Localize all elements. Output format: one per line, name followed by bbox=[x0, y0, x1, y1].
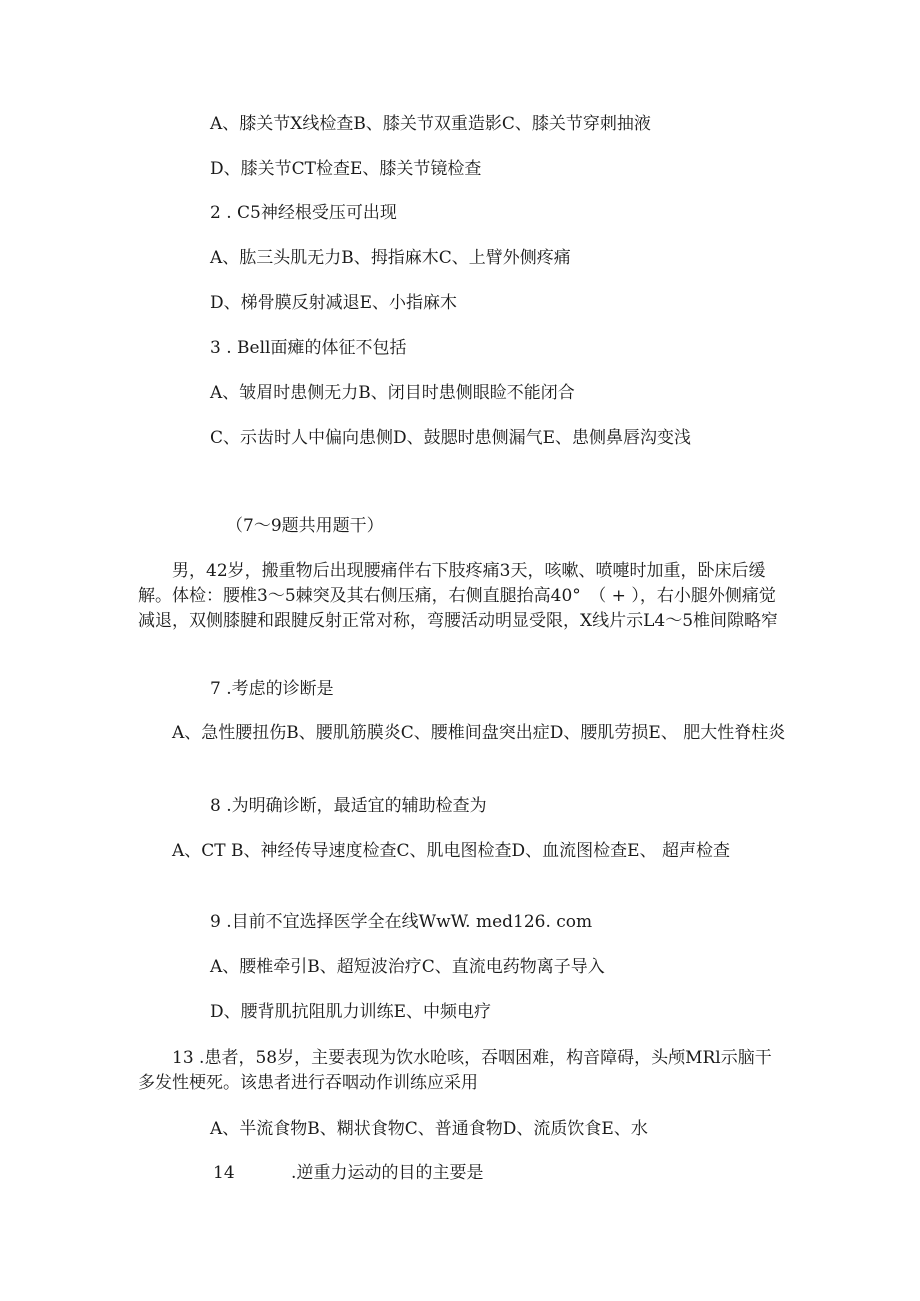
q14-stem: 14 .逆重力运动的目的主要是 bbox=[213, 1163, 484, 1183]
q9-options-line-2: D、腰背肌抗阻肌力训练E、中频电疗 bbox=[210, 1002, 492, 1022]
q2-options-line-2: D、梯骨膜反射减退E、小指麻木 bbox=[210, 293, 458, 313]
q9-stem: 9 .目前不宜选择医学全在线WwW. med126. com bbox=[210, 912, 593, 932]
q7-options: A、急性腰扭伤B、腰肌筋膜炎C、腰椎间盘突出症D、腰肌劳损E、 肥大性脊柱炎 bbox=[172, 723, 786, 743]
case-description-paragraph: 男，42岁，搬重物后出现腰痛伴右下肢疼痛3天，咳嗽、喷嚏时加重，卧床后缓解。体检：腰椎3～5棘突及其右侧压痛，右侧直腿抬高40° （ + ），右小腿外侧痛觉减退，双侧膝腱和跟腱反射正常对称，弯腰活动明显受限，X线片示L4～5椎间隙略窄 bbox=[138, 561, 779, 631]
q7-stem: 7 .考虑的诊断是 bbox=[210, 679, 334, 699]
q8-stem: 8 .为明确诊断，最适宜的辅助检查为 bbox=[210, 796, 487, 816]
q1-options-line-2: D、膝关节CT检查E、膝关节镜检查 bbox=[210, 159, 482, 179]
q3-stem: 3 . Bell面瘫的体征不包括 bbox=[210, 338, 407, 358]
q2-options-line-1: A、肱三头肌无力B、拇指麻木C、上臂外侧疼痛 bbox=[210, 248, 571, 268]
q13-options: A、半流食物B、糊状食物C、普通食物D、流质饮食E、水 bbox=[210, 1119, 648, 1139]
q13-stem: 13 .患者，58岁，主要表现为饮水呛咳，吞咽困难，构音障碍，头颅MRl示脑干多发性梗死。该患者进行吞咽动作训练应采用 bbox=[138, 1048, 772, 1093]
q3-options-line-2: C、示齿时人中偏向患侧D、鼓腮时患侧漏气E、患侧鼻唇沟变浅 bbox=[210, 428, 692, 448]
q9-options-line-1: A、腰椎牵引B、超短波治疗C、直流电药物离子导入 bbox=[210, 957, 605, 977]
q2-stem: 2 . C5神经根受压可出现 bbox=[210, 203, 397, 223]
q1-options-line-1: A、膝关节X线检查B、膝关节双重造影C、膝关节穿刺抽液 bbox=[210, 114, 651, 134]
q3-options-line-1: A、皱眉时患侧无力B、闭目时患侧眼睑不能闭合 bbox=[210, 383, 575, 403]
q8-options: A、CT B、神经传导速度检查C、肌电图检查D、血流图检查E、 超声检查 bbox=[172, 841, 730, 861]
shared-stem-heading: （7～9题共用题干） bbox=[226, 516, 384, 536]
